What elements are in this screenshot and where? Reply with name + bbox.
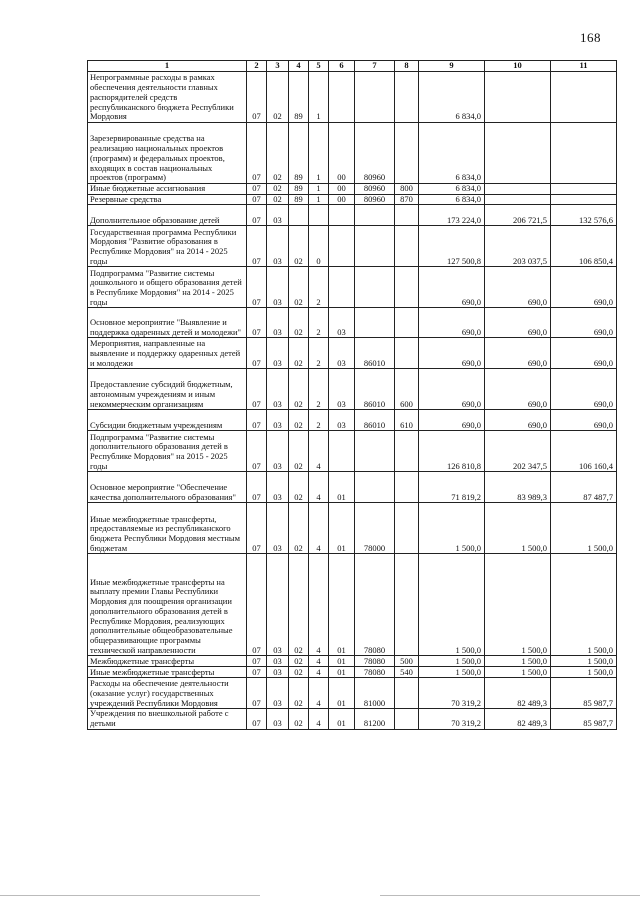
cell-section-code: 07 [247, 308, 267, 338]
cell-activity-code: 03 [329, 308, 355, 338]
cell-amount-2021: 70 319,2 [419, 709, 485, 729]
cell-program-code: 02 [289, 338, 309, 369]
cell-expense-type [395, 226, 419, 267]
cell-amount-2023: 106 850,4 [551, 226, 617, 267]
cell-amount-2021: 127 500,8 [419, 226, 485, 267]
cell-program-code: 02 [289, 369, 309, 410]
cell-section-code: 07 [247, 267, 267, 308]
table-body [88, 72, 617, 730]
cell-program-code: 02 [289, 472, 309, 503]
cell-amount-2022: 690,0 [485, 267, 551, 308]
cell-amount-2021: 6 834,0 [419, 184, 485, 195]
cell-amount-2023: 1 500,0 [551, 656, 617, 667]
cell-subsection-code: 03 [267, 678, 289, 709]
cell-activity-code [329, 267, 355, 308]
cell-amount-2021: 6 834,0 [419, 194, 485, 205]
cell-expense-type: 800 [395, 184, 419, 195]
cell-subsection-code: 03 [267, 267, 289, 308]
cell-amount-2022 [485, 72, 551, 123]
cell-subsection-code: 03 [267, 667, 289, 678]
cell-activity-code: 00 [329, 123, 355, 184]
cell-row-name: Государственная программа Республики Мордовия "Развитие образования в Республике Мордовия" на 2014 - 2025 годы [88, 226, 247, 267]
cell-row-name: Межбюджетные трансферты [88, 656, 247, 667]
cell-subprogram-code [309, 205, 329, 226]
cell-amount-2023: 87 487,7 [551, 472, 617, 503]
cell-section-code: 07 [247, 205, 267, 226]
cell-row-name: Дополнительное образование детей [88, 205, 247, 226]
cell-subprogram-code: 2 [309, 369, 329, 410]
column-header-1: 1 [88, 61, 247, 72]
cell-subprogram-code: 4 [309, 431, 329, 472]
cell-expense-type [395, 338, 419, 369]
cell-amount-2023: 690,0 [551, 267, 617, 308]
cell-program-code: 02 [289, 226, 309, 267]
cell-section-code: 07 [247, 431, 267, 472]
cell-direction-code [355, 472, 395, 503]
cell-subprogram-code: 1 [309, 194, 329, 205]
column-header-3: 3 [267, 61, 289, 72]
cell-subsection-code: 03 [267, 709, 289, 729]
cell-program-code: 02 [289, 503, 309, 554]
cell-subprogram-code: 1 [309, 123, 329, 184]
table-row [88, 338, 617, 369]
cell-activity-code: 03 [329, 369, 355, 410]
cell-row-name: Иные межбюджетные трансферты [88, 667, 247, 678]
cell-subsection-code: 03 [267, 205, 289, 226]
cell-subprogram-code: 1 [309, 72, 329, 123]
cell-amount-2021: 173 224,0 [419, 205, 485, 226]
cell-program-code: 02 [289, 308, 309, 338]
cell-amount-2022 [485, 194, 551, 205]
cell-amount-2023: 690,0 [551, 410, 617, 431]
cell-section-code: 07 [247, 226, 267, 267]
cell-activity-code [329, 226, 355, 267]
cell-amount-2021: 71 819,2 [419, 472, 485, 503]
cell-amount-2023 [551, 184, 617, 195]
cell-activity-code: 01 [329, 472, 355, 503]
cell-amount-2023: 1 500,0 [551, 554, 617, 656]
cell-expense-type [395, 308, 419, 338]
cell-direction-code: 78000 [355, 503, 395, 554]
column-header-10: 10 [485, 61, 551, 72]
cell-amount-2023: 1 500,0 [551, 667, 617, 678]
table-row [88, 308, 617, 338]
cell-subsection-code: 03 [267, 431, 289, 472]
cell-subsection-code: 02 [267, 194, 289, 205]
cell-subsection-code: 02 [267, 184, 289, 195]
cell-amount-2023: 85 987,7 [551, 678, 617, 709]
cell-row-name: Подпрограмма "Развитие системы дополнительного образования детей в Республике Мордовия" на 2015 - 2025 годы [88, 431, 247, 472]
table-row [88, 72, 617, 123]
cell-direction-code [355, 226, 395, 267]
cell-section-code: 07 [247, 667, 267, 678]
cell-section-code: 07 [247, 194, 267, 205]
cell-subprogram-code: 4 [309, 472, 329, 503]
cell-amount-2023 [551, 194, 617, 205]
cell-amount-2022: 82 489,3 [485, 709, 551, 729]
cell-direction-code: 80960 [355, 123, 395, 184]
cell-expense-type: 870 [395, 194, 419, 205]
cell-row-name: Иные межбюджетные трансферты на выплату премии Главы Республики Мордовия для поощрения организации дополнительного образования детей в Республике Мордовия, реализующих дополнительные общеобразовательные общеразвивающие программы технической направленности [88, 554, 247, 656]
cell-section-code: 07 [247, 338, 267, 369]
cell-subprogram-code: 4 [309, 667, 329, 678]
cell-direction-code: 78080 [355, 554, 395, 656]
cell-section-code: 07 [247, 503, 267, 554]
cell-amount-2022: 203 037,5 [485, 226, 551, 267]
cell-direction-code: 80960 [355, 194, 395, 205]
cell-program-code: 89 [289, 123, 309, 184]
cell-activity-code [329, 431, 355, 472]
cell-program-code: 02 [289, 667, 309, 678]
cell-activity-code: 00 [329, 184, 355, 195]
cell-section-code: 07 [247, 678, 267, 709]
cell-expense-type [395, 72, 419, 123]
cell-subsection-code: 03 [267, 369, 289, 410]
table-row [88, 503, 617, 554]
cell-expense-type [395, 123, 419, 184]
cell-activity-code: 03 [329, 338, 355, 369]
cell-subsection-code: 03 [267, 226, 289, 267]
cell-amount-2021: 690,0 [419, 267, 485, 308]
table-row [88, 667, 617, 678]
cell-row-name: Непрограммные расходы в рамках обеспечения деятельности главных распорядителей средств республиканского бюджета Республики Мордовия [88, 72, 247, 123]
cell-subprogram-code: 2 [309, 410, 329, 431]
cell-amount-2021: 6 834,0 [419, 123, 485, 184]
cell-amount-2022: 1 500,0 [485, 656, 551, 667]
cell-amount-2022: 206 721,5 [485, 205, 551, 226]
cell-subprogram-code: 4 [309, 656, 329, 667]
cell-amount-2021: 690,0 [419, 410, 485, 431]
cell-section-code: 07 [247, 656, 267, 667]
cell-subprogram-code: 4 [309, 709, 329, 729]
cell-amount-2021: 6 834,0 [419, 72, 485, 123]
cell-amount-2023: 1 500,0 [551, 503, 617, 554]
cell-amount-2022: 690,0 [485, 410, 551, 431]
table-row [88, 123, 617, 184]
cell-amount-2021: 690,0 [419, 369, 485, 410]
table-row [88, 267, 617, 308]
cell-amount-2022 [485, 123, 551, 184]
cell-amount-2021: 126 810,8 [419, 431, 485, 472]
cell-subsection-code: 03 [267, 308, 289, 338]
cell-amount-2022: 202 347,5 [485, 431, 551, 472]
column-header-9: 9 [419, 61, 485, 72]
cell-row-name: Зарезервированные средства на реализацию национальных проектов (программ) и федеральных проектов, входящих в состав национальных проектов (программ) [88, 123, 247, 184]
cell-program-code: 02 [289, 656, 309, 667]
cell-expense-type [395, 709, 419, 729]
cell-subsection-code: 02 [267, 123, 289, 184]
cell-program-code: 02 [289, 267, 309, 308]
cell-expense-type: 540 [395, 667, 419, 678]
cell-activity-code: 01 [329, 656, 355, 667]
cell-program-code [289, 205, 309, 226]
table-row [88, 410, 617, 431]
table-row [88, 205, 617, 226]
cell-amount-2021: 1 500,0 [419, 503, 485, 554]
table-row [88, 656, 617, 667]
cell-direction-code: 86010 [355, 369, 395, 410]
table-row [88, 678, 617, 709]
cell-row-name: Резервные средства [88, 194, 247, 205]
cell-expense-type: 600 [395, 369, 419, 410]
page-number: 168 [580, 30, 601, 45]
cell-subsection-code: 03 [267, 656, 289, 667]
cell-amount-2021: 690,0 [419, 338, 485, 369]
cell-amount-2021: 1 500,0 [419, 554, 485, 656]
cell-subsection-code: 03 [267, 338, 289, 369]
cell-direction-code [355, 308, 395, 338]
cell-expense-type [395, 431, 419, 472]
cell-amount-2023: 85 987,7 [551, 709, 617, 729]
cell-amount-2022: 83 989,3 [485, 472, 551, 503]
cell-direction-code: 86010 [355, 338, 395, 369]
cell-direction-code: 86010 [355, 410, 395, 431]
cell-amount-2022: 690,0 [485, 338, 551, 369]
cell-amount-2023: 690,0 [551, 308, 617, 338]
cell-section-code: 07 [247, 123, 267, 184]
footer-rule-right [380, 895, 640, 896]
cell-subprogram-code: 2 [309, 308, 329, 338]
cell-row-name: Субсидии бюджетным учреждениям [88, 410, 247, 431]
column-header-8: 8 [395, 61, 419, 72]
cell-amount-2023: 106 160,4 [551, 431, 617, 472]
table-row [88, 369, 617, 410]
cell-subprogram-code: 4 [309, 554, 329, 656]
cell-row-name: Основное мероприятие "Обеспечение качества дополнительного образования" [88, 472, 247, 503]
table-row [88, 184, 617, 195]
cell-subprogram-code: 4 [309, 678, 329, 709]
cell-amount-2023 [551, 72, 617, 123]
cell-direction-code [355, 431, 395, 472]
table-row [88, 226, 617, 267]
cell-amount-2023: 690,0 [551, 369, 617, 410]
cell-program-code: 02 [289, 709, 309, 729]
cell-activity-code: 03 [329, 410, 355, 431]
cell-row-name: Основное мероприятие "Выявление и поддержка одаренных детей и молодежи" [88, 308, 247, 338]
table-row [88, 431, 617, 472]
cell-activity-code: 01 [329, 678, 355, 709]
cell-subsection-code: 03 [267, 503, 289, 554]
cell-subprogram-code: 2 [309, 267, 329, 308]
column-header-6: 6 [329, 61, 355, 72]
cell-section-code: 07 [247, 709, 267, 729]
cell-program-code: 02 [289, 410, 309, 431]
column-header-5: 5 [309, 61, 329, 72]
cell-amount-2023: 690,0 [551, 338, 617, 369]
cell-program-code: 89 [289, 72, 309, 123]
cell-row-name: Учреждения по внешкольной работе с детьми [88, 709, 247, 729]
cell-subprogram-code: 0 [309, 226, 329, 267]
table-row [88, 554, 617, 656]
cell-subsection-code: 02 [267, 72, 289, 123]
cell-row-name: Расходы на обеспечение деятельности (оказание услуг) государственных учреждений Республики Мордовия [88, 678, 247, 709]
cell-direction-code [355, 267, 395, 308]
cell-program-code: 02 [289, 678, 309, 709]
cell-section-code: 07 [247, 554, 267, 656]
cell-expense-type [395, 267, 419, 308]
footer-rule-left [0, 895, 260, 896]
cell-expense-type [395, 472, 419, 503]
cell-program-code: 02 [289, 554, 309, 656]
cell-activity-code: 00 [329, 194, 355, 205]
cell-expense-type [395, 678, 419, 709]
cell-activity-code: 01 [329, 503, 355, 554]
cell-subprogram-code: 4 [309, 503, 329, 554]
table-row [88, 472, 617, 503]
cell-direction-code: 78080 [355, 656, 395, 667]
cell-expense-type [395, 554, 419, 656]
column-header-7: 7 [355, 61, 395, 72]
cell-amount-2022: 1 500,0 [485, 667, 551, 678]
cell-amount-2021: 1 500,0 [419, 656, 485, 667]
cell-direction-code [355, 205, 395, 226]
cell-amount-2022: 1 500,0 [485, 554, 551, 656]
cell-row-name: Подпрограмма "Развитие системы дошкольного и общего образования детей в Республике Мордовия" на 2014 - 2025 годы [88, 267, 247, 308]
cell-activity-code [329, 205, 355, 226]
cell-section-code: 07 [247, 472, 267, 503]
cell-amount-2023 [551, 123, 617, 184]
cell-subsection-code: 03 [267, 554, 289, 656]
cell-direction-code: 78080 [355, 667, 395, 678]
cell-subprogram-code: 2 [309, 338, 329, 369]
cell-amount-2022: 690,0 [485, 308, 551, 338]
cell-direction-code: 80960 [355, 184, 395, 195]
cell-program-code: 02 [289, 431, 309, 472]
cell-activity-code: 01 [329, 667, 355, 678]
cell-direction-code: 81200 [355, 709, 395, 729]
cell-activity-code: 01 [329, 554, 355, 656]
cell-amount-2022 [485, 184, 551, 195]
column-header-4: 4 [289, 61, 309, 72]
cell-amount-2022: 1 500,0 [485, 503, 551, 554]
column-header-2: 2 [247, 61, 267, 72]
cell-direction-code [355, 72, 395, 123]
cell-program-code: 89 [289, 184, 309, 195]
cell-direction-code: 81000 [355, 678, 395, 709]
cell-subprogram-code: 1 [309, 184, 329, 195]
cell-row-name: Предоставление субсидий бюджетным, автономным учреждениям и иным некоммерческим организациям [88, 369, 247, 410]
column-header-11: 11 [551, 61, 617, 72]
cell-activity-code: 01 [329, 709, 355, 729]
cell-expense-type [395, 205, 419, 226]
cell-program-code: 89 [289, 194, 309, 205]
cell-amount-2022: 82 489,3 [485, 678, 551, 709]
cell-section-code: 07 [247, 369, 267, 410]
table-row [88, 194, 617, 205]
cell-amount-2021: 70 319,2 [419, 678, 485, 709]
cell-row-name: Иные межбюджетные трансферты, предоставляемые из республиканского бюджета Республики Мордовия местным бюджетам [88, 503, 247, 554]
cell-subsection-code: 03 [267, 410, 289, 431]
cell-amount-2022: 690,0 [485, 369, 551, 410]
cell-expense-type: 610 [395, 410, 419, 431]
cell-activity-code [329, 72, 355, 123]
cell-row-name: Мероприятия, направленные на выявление и поддержку одаренных детей и молодежи [88, 338, 247, 369]
table-header-row [88, 61, 617, 72]
cell-amount-2021: 690,0 [419, 308, 485, 338]
cell-section-code: 07 [247, 72, 267, 123]
cell-section-code: 07 [247, 410, 267, 431]
cell-row-name: Иные бюджетные ассигнования [88, 184, 247, 195]
cell-expense-type: 500 [395, 656, 419, 667]
cell-amount-2021: 1 500,0 [419, 667, 485, 678]
cell-amount-2023: 132 576,6 [551, 205, 617, 226]
table-row [88, 709, 617, 729]
budget-table [87, 60, 617, 730]
cell-subsection-code: 03 [267, 472, 289, 503]
cell-expense-type [395, 503, 419, 554]
cell-section-code: 07 [247, 184, 267, 195]
